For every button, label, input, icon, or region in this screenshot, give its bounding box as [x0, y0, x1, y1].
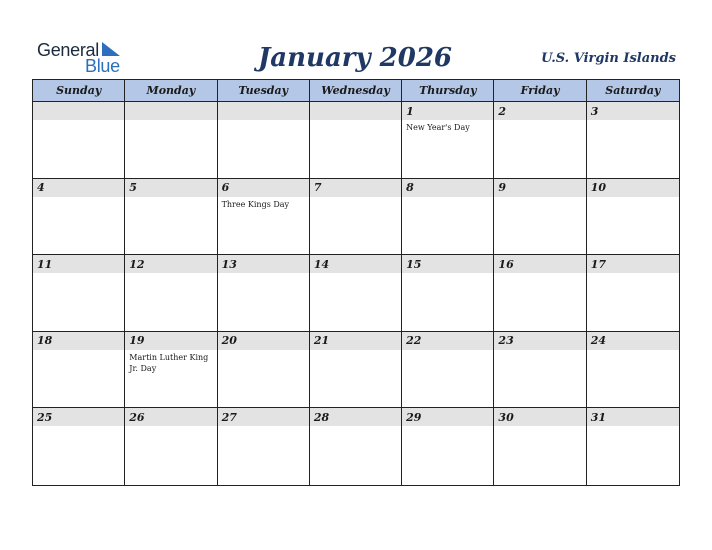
day-number — [218, 102, 309, 120]
day-number: 28 — [310, 408, 401, 426]
day-number: 22 — [402, 332, 493, 350]
logo-word-general: General — [37, 40, 99, 60]
day-number: 27 — [218, 408, 309, 426]
day-cell — [587, 102, 679, 179]
day-number: 10 — [587, 179, 679, 197]
day-number: 29 — [402, 408, 493, 426]
weekday-header-tuesday: Tuesday — [218, 80, 310, 102]
day-number: 31 — [587, 408, 679, 426]
day-cell — [587, 408, 679, 485]
day-cell — [125, 332, 217, 409]
day-cell — [33, 255, 125, 332]
day-number: 20 — [218, 332, 309, 350]
day-number — [33, 102, 124, 120]
weekday-header-sunday: Sunday — [33, 80, 125, 102]
day-number: 8 — [402, 179, 493, 197]
day-cell — [402, 332, 494, 409]
day-number: 16 — [494, 255, 585, 273]
day-number: 9 — [494, 179, 585, 197]
day-number: 19 — [125, 332, 216, 350]
day-cell — [218, 102, 310, 179]
page-title: January 2026 — [257, 43, 453, 73]
day-number: 25 — [33, 408, 124, 426]
day-cell — [125, 179, 217, 256]
day-number: 5 — [125, 179, 216, 197]
day-number — [125, 102, 216, 120]
day-cell — [402, 255, 494, 332]
region-label: U.S. Virgin Islands — [541, 51, 676, 66]
day-cell — [33, 408, 125, 485]
day-number: 21 — [310, 332, 401, 350]
day-cell — [310, 408, 402, 485]
day-cell — [218, 332, 310, 409]
day-number: 30 — [494, 408, 585, 426]
day-number: 26 — [125, 408, 216, 426]
day-number: 15 — [402, 255, 493, 273]
day-number: 23 — [494, 332, 585, 350]
day-cell — [218, 179, 310, 256]
day-number: 14 — [310, 255, 401, 273]
day-cell — [310, 255, 402, 332]
day-cell — [310, 179, 402, 256]
day-cell — [402, 102, 494, 179]
day-cell — [125, 408, 217, 485]
general-blue-logo — [37, 40, 137, 74]
weekday-header-saturday: Saturday — [587, 80, 679, 102]
day-number: 17 — [587, 255, 679, 273]
day-number: 24 — [587, 332, 679, 350]
holiday-label: Martin Luther King Jr. Day — [129, 352, 209, 373]
day-number: 4 — [33, 179, 124, 197]
calendar-grid — [32, 79, 680, 486]
day-cell — [587, 332, 679, 409]
day-cell — [33, 102, 125, 179]
day-number: 11 — [33, 255, 124, 273]
day-cell — [218, 255, 310, 332]
weekday-header-wednesday: Wednesday — [310, 80, 402, 102]
day-cell — [218, 408, 310, 485]
day-number — [310, 102, 401, 120]
day-cell — [494, 102, 586, 179]
day-cell — [494, 408, 586, 485]
day-cell — [494, 179, 586, 256]
logo-word-blue: Blue — [85, 56, 120, 76]
day-cell — [494, 332, 586, 409]
day-number: 2 — [494, 102, 585, 120]
day-cell — [125, 255, 217, 332]
day-number: 6 — [218, 179, 309, 197]
day-number: 3 — [587, 102, 679, 120]
day-cell — [402, 179, 494, 256]
day-cell — [587, 179, 679, 256]
day-cell — [402, 408, 494, 485]
weekday-header-friday: Friday — [494, 80, 586, 102]
day-number: 13 — [218, 255, 309, 273]
day-number: 1 — [402, 102, 493, 120]
day-cell — [33, 179, 125, 256]
day-number: 18 — [33, 332, 124, 350]
holiday-label: Three Kings Day — [221, 199, 290, 209]
day-number: 7 — [310, 179, 401, 197]
day-cell — [33, 332, 125, 409]
day-cell — [494, 255, 586, 332]
day-number: 12 — [125, 255, 216, 273]
holiday-label: New Year's Day — [406, 123, 470, 132]
day-cell — [125, 102, 217, 179]
day-cell — [310, 332, 402, 409]
weekday-header-monday: Monday — [125, 80, 217, 102]
day-cell — [587, 255, 679, 332]
weekday-header-thursday: Thursday — [402, 80, 494, 102]
day-cell — [310, 102, 402, 179]
